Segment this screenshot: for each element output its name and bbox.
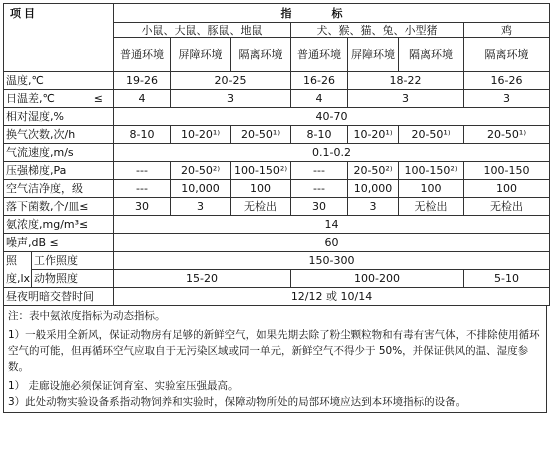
cell: 3 xyxy=(348,90,464,108)
env-header: 普通环境 xyxy=(291,38,348,72)
row-label xyxy=(4,90,114,108)
note-line: 1）一般采用全新风，保证动物房有足够的新鲜空气，如果先期去除了粉尘颗粒物和有毒有害气体，不排除使用循环空气的可能，但再循环空气应取自于无污染区域或同一单元，新鲜空气不得少于 50%，并保证供风的温、湿度参数。 xyxy=(8,329,540,373)
table-row xyxy=(4,270,550,288)
cell: 20-50¹⁾ xyxy=(231,126,291,144)
table-row xyxy=(4,198,550,216)
light-label-top: 照 xyxy=(4,252,32,270)
cell: 100-200 xyxy=(291,270,464,288)
cell: 10-20¹⁾ xyxy=(171,126,231,144)
cell: 150-300 xyxy=(114,252,550,270)
cell: 8-10 xyxy=(114,126,171,144)
env-header: 屏障环境 xyxy=(348,38,399,72)
row-label: 落下菌数,个/皿≤ xyxy=(4,198,114,216)
row-label-text: 日温差,℃ xyxy=(6,92,55,105)
cell: 30 xyxy=(114,198,171,216)
cell: 100-150²⁾ xyxy=(231,162,291,180)
lte-symbol: ≤ xyxy=(93,92,103,105)
row-label: 温度,℃ xyxy=(4,72,114,90)
cell: 0.1-0.2 xyxy=(114,144,550,162)
env-header: 隔离环境 xyxy=(464,38,550,72)
row-label: 工作照度 xyxy=(32,252,114,270)
group-header-rodents: 小鼠、大鼠、豚鼠、地鼠 xyxy=(114,23,291,38)
table-row xyxy=(4,216,550,234)
cell: --- xyxy=(114,162,171,180)
cell: 19-26 xyxy=(114,72,171,90)
env-header: 屏障环境 xyxy=(171,38,231,72)
cell: 16-26 xyxy=(291,72,348,90)
row-label: 压强梯度,Pa xyxy=(4,162,114,180)
cell: 60 xyxy=(114,234,550,252)
table-row xyxy=(4,234,550,252)
cell: 3 xyxy=(171,198,231,216)
cell: 20-50²⁾ xyxy=(348,162,399,180)
env-header: 隔离环境 xyxy=(231,38,291,72)
index-header: 指标 xyxy=(114,4,550,23)
row-label: 动物照度 xyxy=(32,270,114,288)
row-label: 相对湿度,% xyxy=(4,108,114,126)
light-label-bottom: 度,lx xyxy=(4,270,32,288)
cell: 18-22 xyxy=(348,72,464,90)
spec-document xyxy=(3,3,549,447)
table-row xyxy=(4,144,550,162)
cell: 100-150 xyxy=(464,162,550,180)
header-row-1 xyxy=(4,4,550,23)
group-header-large-animals: 犬、猴、猫、兔、小型猪 xyxy=(291,23,464,38)
row-label: 氨浓度,mg/m³≤ xyxy=(4,216,114,234)
row-label: 空气洁净度，级 xyxy=(4,180,114,198)
group-header-chicken: 鸡 xyxy=(464,23,550,38)
cell: 8-10 xyxy=(291,126,348,144)
cell: 3 xyxy=(348,198,399,216)
cell: 14 xyxy=(114,216,550,234)
cell: 30 xyxy=(291,198,348,216)
cell: 20-25 xyxy=(171,72,291,90)
cell: 无检出 xyxy=(464,198,550,216)
cell: 4 xyxy=(291,90,348,108)
cell: 3 xyxy=(171,90,291,108)
cell: 3 xyxy=(464,90,550,108)
table-row xyxy=(4,180,550,198)
cell: 15-20 xyxy=(114,270,291,288)
cell: 100 xyxy=(464,180,550,198)
row-label: 气流速度,m/s xyxy=(4,144,114,162)
env-header: 普通环境 xyxy=(114,38,171,72)
cell: --- xyxy=(291,180,348,198)
row-label: 噪声,dB ≤ xyxy=(4,234,114,252)
env-header: 隔离环境 xyxy=(399,38,464,72)
cell: 16-26 xyxy=(464,72,550,90)
cell: 20-50²⁾ xyxy=(171,162,231,180)
cell: 无检出 xyxy=(399,198,464,216)
table-row xyxy=(4,72,550,90)
cell: 10,000 xyxy=(171,180,231,198)
cell: 100 xyxy=(231,180,291,198)
cell: 100 xyxy=(399,180,464,198)
table-row xyxy=(4,162,550,180)
table-row xyxy=(4,288,550,306)
table-row xyxy=(4,90,550,108)
cell: --- xyxy=(114,180,171,198)
table-row xyxy=(4,126,550,144)
cell: 无检出 xyxy=(231,198,291,216)
cell: 40-70 xyxy=(114,108,550,126)
table-row xyxy=(4,108,550,126)
note-line: 注：表中氨浓度指标为动态指标。 xyxy=(8,310,166,322)
table-row xyxy=(4,252,550,270)
cell: 10-20¹⁾ xyxy=(348,126,399,144)
cell: 4 xyxy=(114,90,171,108)
item-header: 项目 xyxy=(4,4,114,72)
environment-spec-table xyxy=(3,3,550,306)
notes-block xyxy=(3,306,547,413)
cell: 20-50¹⁾ xyxy=(464,126,550,144)
cell: 20-50¹⁾ xyxy=(399,126,464,144)
cell: 10,000 xyxy=(348,180,399,198)
note-line: 3）此处动物实验设备系指动物饲养和实验时，保障动物所处的局部环境应达到本环境指标的设备。 xyxy=(8,396,467,408)
cell: --- xyxy=(291,162,348,180)
row-label: 昼夜明暗交替时间 xyxy=(4,288,114,306)
row-label: 换气次数,次/h xyxy=(4,126,114,144)
cell: 100-150²⁾ xyxy=(399,162,464,180)
note-line: 1） 走廊设施必须保证饲育室、实验室压强最高。 xyxy=(8,380,239,392)
cell: 5-10 xyxy=(464,270,550,288)
cell: 12/12 或 10/14 xyxy=(114,288,550,306)
